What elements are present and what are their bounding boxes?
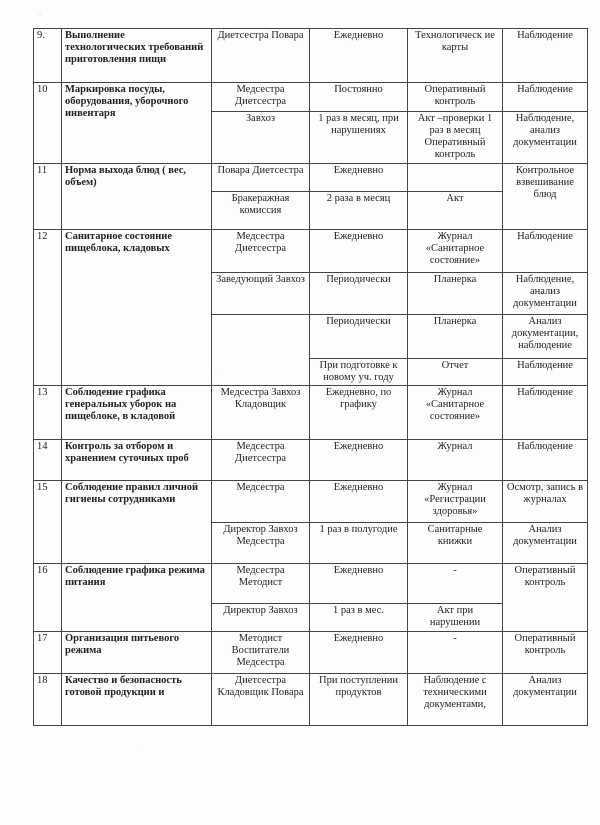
form-cell: -: [408, 632, 503, 674]
form-cell: Журнал «Регистрации здоровья»: [408, 481, 503, 523]
control-subject: Санитарное состояние пищеблока, кладовых: [62, 230, 212, 386]
responsible-cell: Завхоз: [212, 112, 310, 164]
frequency-cell: Ежедневно: [310, 564, 408, 604]
form-cell: Акт при нарушении: [408, 604, 503, 632]
method-cell: Наблюдение: [503, 29, 588, 83]
responsible-cell: Диетсестра Повара: [212, 29, 310, 83]
scan-speck: ·: [138, 745, 140, 751]
row-number: 10: [34, 83, 62, 164]
table-row: [34, 386, 588, 440]
responsible-cell: Медсестра Диетсестра: [212, 440, 310, 481]
form-cell: Планерка: [408, 315, 503, 359]
table-row: [34, 564, 588, 604]
method-cell: Анализ документации: [503, 523, 588, 564]
responsible-cell: Медсестра Диетсестра: [212, 83, 310, 112]
method-cell: Наблюдение: [503, 230, 588, 273]
frequency-cell: 1 раз в месяц, при нарушениях: [310, 112, 408, 164]
responsible-cell: Медсестра Диетсестра: [212, 230, 310, 273]
frequency-cell: Ежедневно: [310, 29, 408, 83]
method-cell: Наблюдение: [503, 440, 588, 481]
responsible-cell: Директор Завхоз Медсестра: [212, 523, 310, 564]
frequency-cell: 1 раз в мес.: [310, 604, 408, 632]
row-number: 13: [34, 386, 62, 440]
method-cell: Наблюдение: [503, 386, 588, 440]
responsible-cell: Методист Воспитатели Медсестра: [212, 632, 310, 674]
frequency-cell: Ежедневно, по графику: [310, 386, 408, 440]
row-number: 15: [34, 481, 62, 564]
form-cell: Технологическ ие карты: [408, 29, 503, 83]
form-cell: Журнал: [408, 440, 503, 481]
responsible-cell: Повара Диетсестра: [212, 164, 310, 192]
control-table: [33, 28, 588, 726]
row-number: 14: [34, 440, 62, 481]
responsible-cell: Бракеражная комиссия: [212, 192, 310, 230]
row-number: 11: [34, 164, 62, 230]
table-row: [34, 674, 588, 726]
form-cell: Акт –проверки 1 раз в месяц Оперативный контроль: [408, 112, 503, 164]
method-cell: Наблюдение: [503, 359, 588, 386]
responsible-cell: Медсестра Завхоз Кладовщик: [212, 386, 310, 440]
control-subject: Организация питьевого режима: [62, 632, 212, 674]
method-cell: Анализ документации, наблюдение: [503, 315, 588, 359]
row-number: 9.: [34, 29, 62, 83]
control-subject: Норма выхода блюд ( вес, объем): [62, 164, 212, 230]
table-row: [34, 29, 588, 83]
method-cell: Наблюдение: [503, 83, 588, 112]
method-cell: Осмотр, запись в журналах: [503, 481, 588, 523]
responsible-cell: Медсестра Методист: [212, 564, 310, 604]
form-cell: Оперативный контроль: [408, 83, 503, 112]
form-cell: Отчет: [408, 359, 503, 386]
frequency-cell: Ежедневно: [310, 164, 408, 192]
method-cell: Наблюдение, анализ документации: [503, 112, 588, 164]
form-cell: Акт: [408, 192, 503, 230]
responsible-cell: Директор Завхоз: [212, 604, 310, 632]
responsible-cell: [212, 315, 310, 386]
table-row: [34, 440, 588, 481]
row-number: 12: [34, 230, 62, 386]
method-cell: Наблюдение, анализ документации: [503, 273, 588, 315]
frequency-cell: При подготовке к новому уч. году: [310, 359, 408, 386]
form-cell: Журнал «Санитарное состояние»: [408, 386, 503, 440]
table-row: [34, 83, 588, 112]
row-number: 16: [34, 564, 62, 632]
responsible-cell: Заведующий Завхоз: [212, 273, 310, 315]
form-cell: Планерка: [408, 273, 503, 315]
table-row: [34, 230, 588, 273]
form-cell: Журнал «Санитарное состояние»: [408, 230, 503, 273]
responsible-cell: Медсестра: [212, 481, 310, 523]
row-number: 18: [34, 674, 62, 726]
frequency-cell: Постоянно: [310, 83, 408, 112]
scan-speck: ·: [215, 368, 217, 374]
frequency-cell: Ежедневно: [310, 230, 408, 273]
form-cell: -: [408, 564, 503, 604]
control-subject: Качество и безопасность готовой продукции и: [62, 674, 212, 726]
form-cell: Санитарные книжки: [408, 523, 503, 564]
frequency-cell: Периодически: [310, 315, 408, 359]
table-row: [34, 632, 588, 674]
responsible-cell: Диетсестра Кладовщик Повара: [212, 674, 310, 726]
method-cell: Оперативный контроль: [503, 632, 588, 674]
frequency-cell: 1 раз в полугодие: [310, 523, 408, 564]
corner-marks: ' ': [38, 14, 42, 19]
method-cell: Анализ документации: [503, 674, 588, 726]
control-subject: Выполнение технологических требований приготовления пищи: [62, 29, 212, 83]
control-subject: Маркировка посуды, оборудования, уборочного инвентаря: [62, 83, 212, 164]
method-cell: Контрольное взвешивание блюд: [503, 164, 588, 230]
frequency-cell: Ежедневно: [310, 440, 408, 481]
method-cell: Оперативный контроль: [503, 564, 588, 632]
table-row: [34, 164, 588, 192]
table-row: [34, 481, 588, 523]
frequency-cell: При поступлении продуктов: [310, 674, 408, 726]
frequency-cell: Ежедневно: [310, 481, 408, 523]
form-cell: Наблюдение с техническими документами,: [408, 674, 503, 726]
control-subject: Соблюдение графика режима питания: [62, 564, 212, 632]
row-number: 17: [34, 632, 62, 674]
form-cell: [408, 164, 503, 192]
control-subject: Соблюдение графика генеральных уборок на пищеблоке, в кладовой: [62, 386, 212, 440]
frequency-cell: Ежедневно: [310, 632, 408, 674]
control-subject: Контроль за отбором и хранением суточных проб: [62, 440, 212, 481]
frequency-cell: Периодически: [310, 273, 408, 315]
frequency-cell: 2 раза в месяц: [310, 192, 408, 230]
control-subject: Соблюдение правил личной гигиены сотрудниками: [62, 481, 212, 564]
